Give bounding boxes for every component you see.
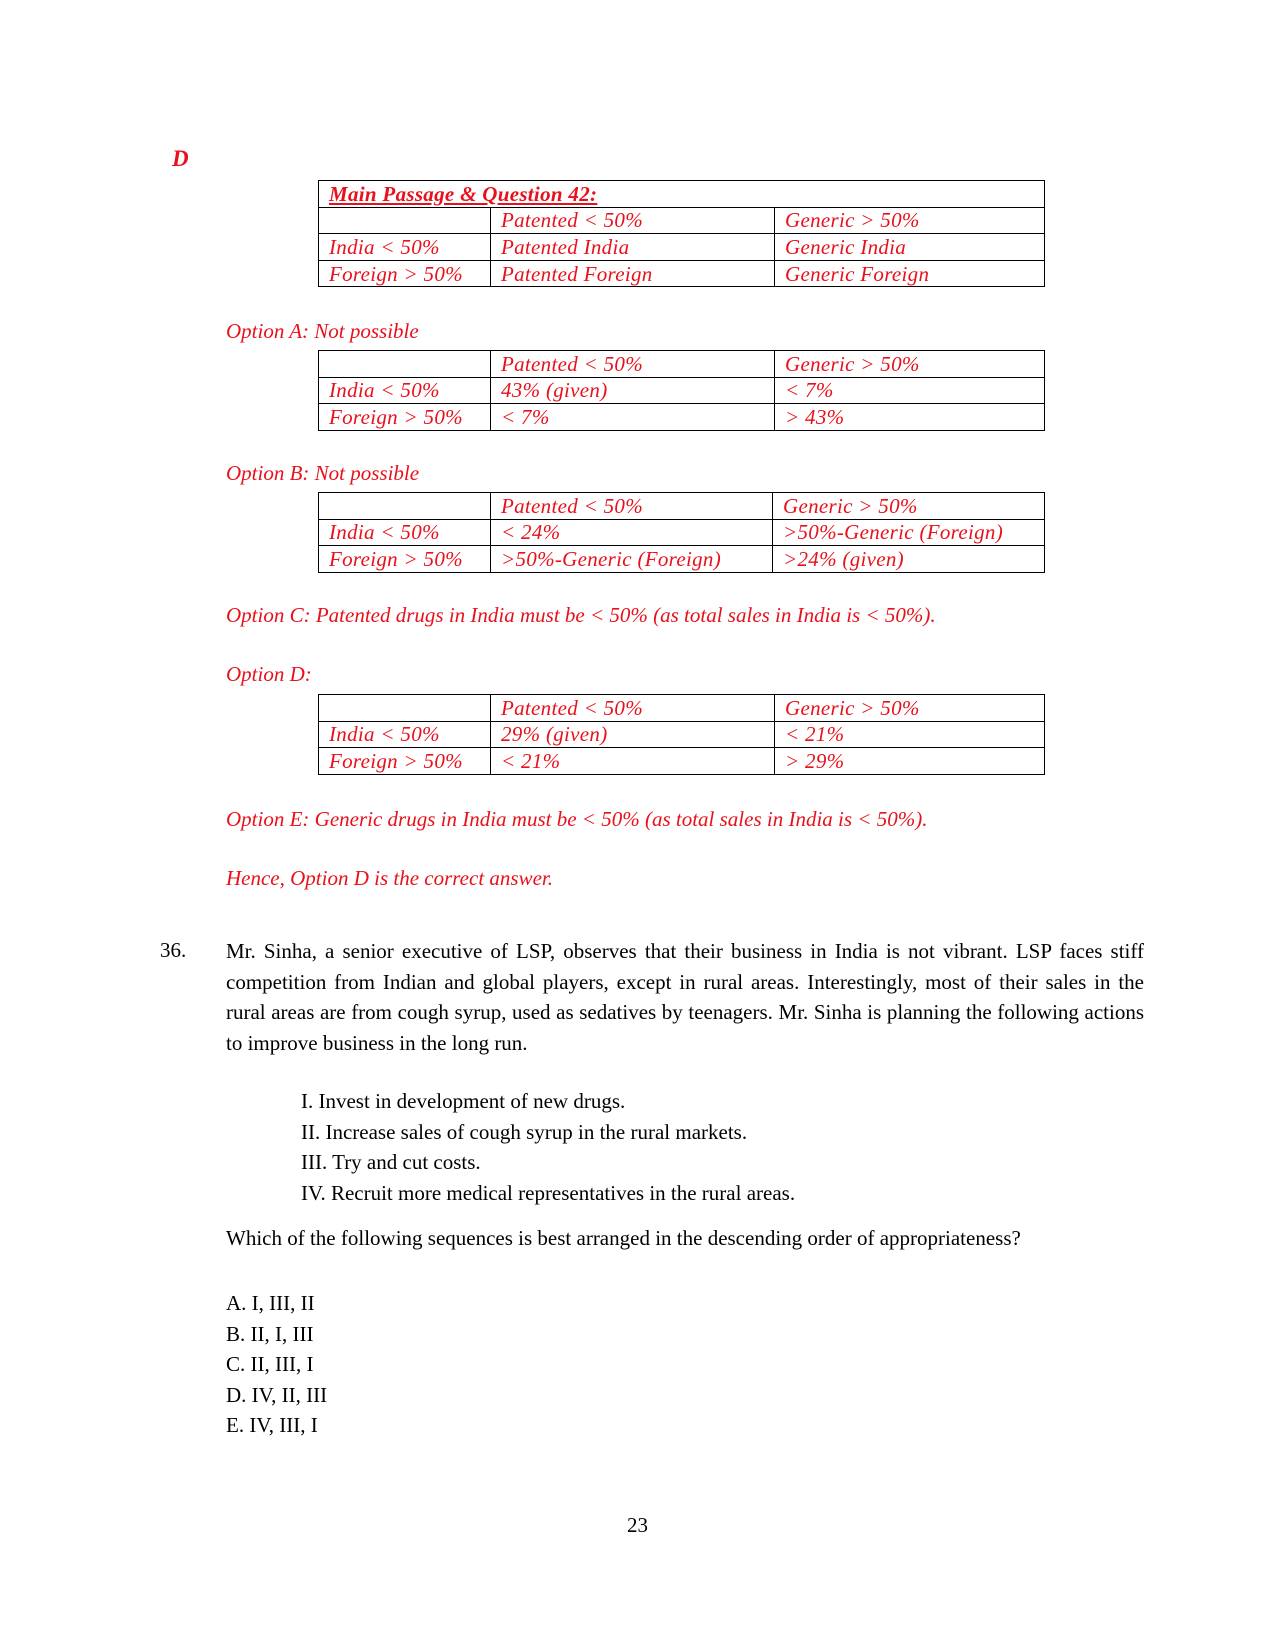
main-table-header: Main Passage & Question 42: xyxy=(319,181,1045,208)
action-list xyxy=(301,1086,795,1208)
table-row xyxy=(319,748,1045,775)
list-item: III. Try and cut costs. xyxy=(301,1150,481,1174)
row-label-foreign: Foreign > 50% xyxy=(319,546,491,573)
choice-c: C. II, III, I xyxy=(226,1352,314,1376)
table-cell: < 7% xyxy=(491,404,775,431)
table-cell: 43% (given) xyxy=(491,377,775,404)
list-item: IV. Recruit more medical representatives in the rural areas. xyxy=(301,1180,796,1205)
choice-a: A. I, III, II xyxy=(226,1291,315,1315)
row-label-india: India < 50% xyxy=(319,721,491,748)
column-header-patented: Patented < 50% xyxy=(491,207,775,234)
question-prompt: Which of the following sequences is best arranged in the descending order of appropriateness? xyxy=(226,1226,1021,1250)
row-label-india: India < 50% xyxy=(319,377,491,404)
main-passage-table xyxy=(318,180,1045,287)
table-row xyxy=(319,260,1045,287)
table-row xyxy=(319,234,1045,261)
option-b-label: Option B: Not possible xyxy=(226,461,420,485)
column-header-patented: Patented < 50% xyxy=(491,493,773,520)
table-cell: 29% (given) xyxy=(491,721,775,748)
table-row xyxy=(319,519,1045,546)
table-cell: >50%-Generic (Foreign) xyxy=(491,546,773,573)
table-row xyxy=(319,377,1045,404)
table-cell: Patented India xyxy=(491,234,775,261)
table-cell: < 21% xyxy=(491,748,775,775)
column-header-patented: Patented < 50% xyxy=(491,351,775,378)
table-cell: >50%-Generic (Foreign) xyxy=(773,519,1045,546)
list-item: II. Increase sales of cough syrup in the rural markets. xyxy=(301,1119,748,1144)
table-cell xyxy=(319,351,491,378)
option-a-label: Option A: Not possible xyxy=(226,319,419,343)
table-cell xyxy=(319,695,491,722)
column-header-generic: Generic > 50% xyxy=(775,207,1045,234)
table-header-row xyxy=(319,181,1045,208)
option-e-label: Option E: Generic drugs in India must be < 50% (as total sales in India is < 50%). xyxy=(226,807,928,831)
table-row xyxy=(319,493,1045,520)
row-label-foreign: Foreign > 50% xyxy=(319,260,491,287)
table-cell: Patented Foreign xyxy=(491,260,775,287)
conclusion-text: Hence, Option D is the correct answer. xyxy=(226,866,553,890)
answer-letter: D xyxy=(172,146,189,171)
table-cell: < 7% xyxy=(775,377,1045,404)
row-label-india: India < 50% xyxy=(319,519,491,546)
question-number: 36. xyxy=(160,938,187,962)
table-row xyxy=(319,351,1045,378)
table-row xyxy=(319,404,1045,431)
page-number: 23 xyxy=(627,1513,648,1537)
table-cell: < 24% xyxy=(491,519,773,546)
table-cell xyxy=(319,493,491,520)
column-header-patented: Patented < 50% xyxy=(491,695,775,722)
row-label-india: India < 50% xyxy=(319,234,491,261)
row-label-foreign: Foreign > 50% xyxy=(319,748,491,775)
option-c-label: Option C: Patented drugs in India must be < 50% (as total sales in India is < 50%). xyxy=(226,603,936,627)
choice-b: B. II, I, III xyxy=(226,1321,314,1346)
column-header-generic: Generic > 50% xyxy=(773,493,1045,520)
table-row xyxy=(319,546,1045,573)
question-stem: Mr. Sinha, a senior executive of LSP, observes that their business in India is not vibrant. LSP faces stiff competition from Indian and global players, except in rural areas. Interestingly, most of their sales in the rural areas are from cough syrup, used as sedatives by teenagers. Mr. Sinha is planning the following actions to improve business in the long run. xyxy=(226,939,1144,1055)
column-header-generic: Generic > 50% xyxy=(775,695,1045,722)
choice-e: E. IV, III, I xyxy=(226,1413,318,1437)
option-b-table xyxy=(318,492,1045,573)
option-d-table xyxy=(318,694,1045,775)
table-cell: > 43% xyxy=(775,404,1045,431)
table-cell: Generic India xyxy=(775,234,1045,261)
list-item: I. Invest in development of new drugs. xyxy=(301,1089,626,1113)
option-d-label: Option D: xyxy=(226,662,312,686)
table-row xyxy=(319,207,1045,234)
table-cell: Generic Foreign xyxy=(775,260,1045,287)
option-a-table xyxy=(318,350,1045,431)
choice-d: D. IV, II, III xyxy=(226,1382,328,1407)
table-cell: < 21% xyxy=(775,721,1045,748)
answer-choices xyxy=(226,1288,327,1441)
row-label-foreign: Foreign > 50% xyxy=(319,404,491,431)
table-cell xyxy=(319,207,491,234)
table-cell: > 29% xyxy=(775,748,1045,775)
table-row xyxy=(319,721,1045,748)
table-row xyxy=(319,695,1045,722)
column-header-generic: Generic > 50% xyxy=(775,351,1045,378)
table-cell: >24% (given) xyxy=(773,546,1045,573)
